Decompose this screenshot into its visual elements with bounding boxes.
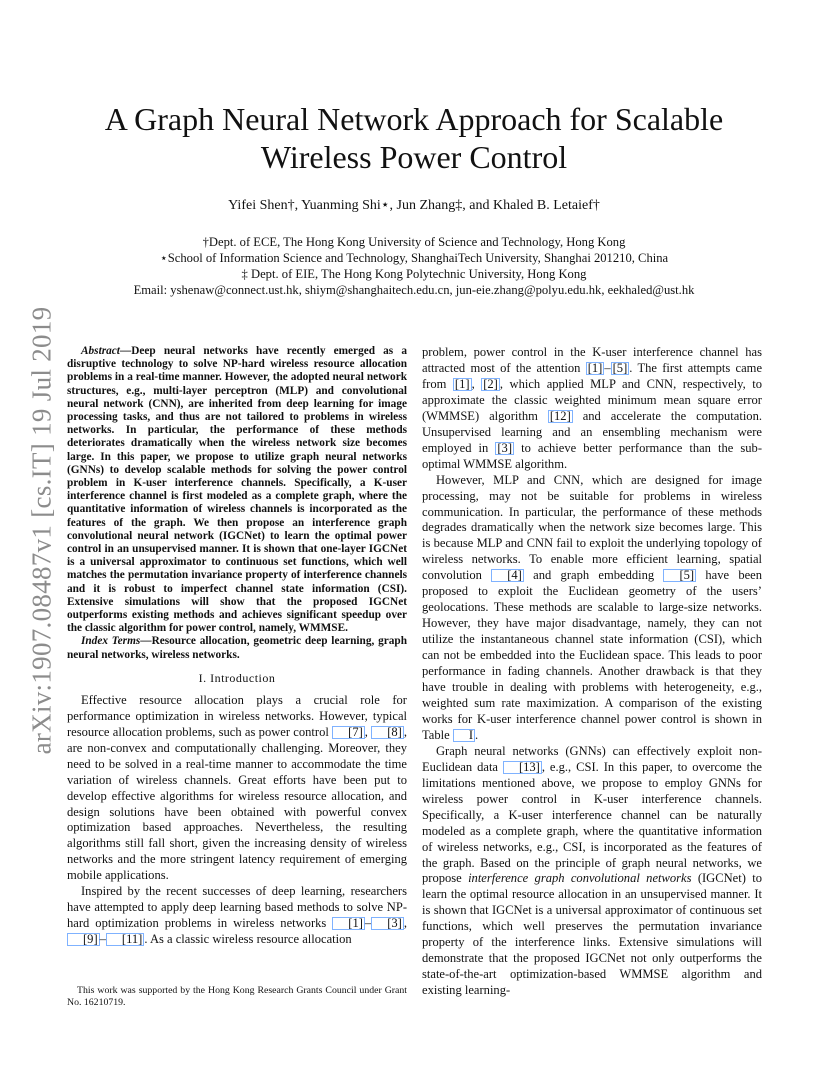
- arxiv-identifier-text: arXiv:1907.08487v1 [cs.IT] 19 Jul 2019: [26, 306, 57, 754]
- author-emails: Email: yshenaw@connect.ust.hk, shiym@shanghaitech.edu.cn, jun-eie.zhang@polyu.edu.hk, eekhaled@ust.hk: [133, 283, 695, 297]
- text-run: .: [475, 727, 479, 742]
- text-run: . As a classic wireless resource allocation: [144, 932, 352, 947]
- right-column: [422, 345, 762, 999]
- funding-footnote: This work was supported by the Hong Kong Research Grants Council under Grant No. 16210719.: [67, 985, 407, 1008]
- index-terms-lead: Index Terms: [81, 635, 141, 648]
- affiliation-hkust: †Dept. of ECE, The Hong Kong University of Science and Technology, Hong Kong: [202, 235, 626, 249]
- citation-link[interactable]: [4]: [491, 569, 524, 582]
- text-run: to achieve better performance than the sub-optimal WMMSE algorithm.: [422, 440, 763, 471]
- left-column: [67, 345, 407, 948]
- intro-paragraph-1: [67, 693, 407, 884]
- index-terms-text: —Resource allocation, geometric deep learning, graph neural networks, wireless networks.: [67, 635, 407, 661]
- paper-title-line-1: A Graph Neural Network Approach for Scalable: [104, 101, 724, 137]
- citation-link[interactable]: [3]: [497, 440, 513, 455]
- abstract: [67, 345, 407, 635]
- text-run: problem, power control in the K-user interference channel has attracted most of the attention: [422, 345, 762, 375]
- citation-link[interactable]: [11]: [106, 933, 144, 946]
- citation-link[interactable]: [2]: [483, 376, 498, 391]
- author-list: Yifei Shen†, Yuanming Shi⋆, Jun Zhang‡, and Khaled B. Letaief†: [228, 198, 600, 213]
- text-run: –: [364, 916, 372, 931]
- paper-title-line-2: Wireless Power Control: [260, 139, 568, 175]
- affiliation-polyu: ‡ Dept. of EIE, The Hong Kong Polytechnic University, Hong Kong: [241, 267, 587, 281]
- text-run: have been proposed to exploit the Euclidean geometry of the users’ geolocations. These methods are scalable to large-size networks. However, they have major disadvantage, namely, they can not utilize the instantaneous channel state information (CSI), which can not be embedded into the Euclidean space. This leads to poor performance in fading channels. Another drawback is that they have trouble in dealing with problems with heterogeneity, e.g., weighted sum rate maximization. A comparison of the existing works for K-user interference channel power control is shown in Table: [422, 568, 763, 742]
- citation-link[interactable]: [1]: [454, 376, 470, 391]
- right-paragraph-1: [422, 345, 762, 473]
- citation-link[interactable]: [5]: [663, 569, 696, 582]
- text-run: –: [604, 360, 611, 375]
- intro-paragraph-2: [67, 884, 407, 948]
- affiliations: [60, 234, 768, 298]
- text-run: , are non-convex and computationally challenging. Moreover, they need to be solved in a real-time manner to accommodate the time variation of wireless channels. Great efforts have been put to develop effective algorithms for wireless resource allocation, and design solutions have been obtained with powerful convex optimization based approaches. Nevertheless, the resulting algorithms still fall short, given the increasing density of wireless networks and the more stringent latency requirement of emerging mobile applications.: [67, 724, 407, 883]
- citation-link[interactable]: [8]: [371, 726, 404, 739]
- citation-link[interactable]: [7]: [332, 726, 365, 739]
- abstract-lead: Abstract: [81, 345, 120, 357]
- citation-link[interactable]: [12]: [549, 408, 571, 423]
- index-terms: [67, 635, 407, 661]
- affiliation-shanghaitech: ⋆School of Information Science and Technology, ShanghaiTech University, Shanghai 201210, China: [159, 251, 669, 265]
- citation-link[interactable]: [9]: [67, 933, 100, 946]
- text-run: ,: [403, 916, 407, 931]
- table-reference-link[interactable]: I: [453, 729, 475, 742]
- text-run: Inspired by the recent successes of deep learning, researchers have attempted to apply deep learning based methods to solve NP-hard optimization problems in wireless networks: [67, 884, 407, 931]
- emphasized-term: interference graph convolutional networks: [468, 871, 692, 886]
- text-run: –: [99, 932, 106, 947]
- citation-link[interactable]: [1]: [332, 917, 365, 930]
- text-run: ,: [471, 376, 482, 391]
- text-run: , which applied MLP and CNN, respectively, to approximate the classic weighted minimum mean square error (WMMSE) algorithm: [422, 376, 762, 423]
- right-paragraph-2: [422, 473, 762, 744]
- text-run: . The first attempts came from: [422, 360, 763, 391]
- citation-link[interactable]: [13]: [503, 761, 542, 774]
- footnote: [67, 985, 407, 1009]
- text-run: However, MLP and CNN, which are designed for image processing, may not be suitable for problems in wireless communication. In particular, the performance of these methods degrades dramatically when the network size becomes large. This is because MLP and CNN fail to exploit the underlying topology of wireless networks. To enable more efficient learning, spatial convolution: [422, 472, 762, 583]
- text-run: Graph neural networks (GNNs) can effectively exploit non-Euclidean data: [422, 743, 762, 774]
- arxiv-identifier-stamp: [20, 305, 64, 755]
- paper-title: [60, 100, 768, 176]
- citation-link[interactable]: [3]: [371, 917, 404, 930]
- section-heading-introduction: I. Introduction: [198, 670, 276, 685]
- right-paragraph-3: [422, 744, 762, 999]
- text-run: and graph embedding: [523, 568, 664, 583]
- text-run: , e.g., CSI. In this paper, to overcome the limitations mentioned above, we propose to employ GNNs for wireless power control in K-user interference channels. Specifically, a K-user interference channel can be naturally modeled as a complete graph, where the quantitative information of wireless networks, e.g., CSI, is incorporated as the features of the graph. Based on the principle of graph neural networks, we propose: [422, 759, 762, 886]
- text-run: Effective resource allocation plays a crucial role for performance optimization in wireless networks. However, typical resource allocation problems, such as power control: [67, 692, 407, 739]
- text-run: ,: [364, 724, 372, 739]
- citation-link[interactable]: [5]: [612, 360, 628, 375]
- text-run: (IGCNet) to learn the optimal resource allocation in an unsupervised manner. It is shown that IGCNet is a universal approximator of continuous set functions, which well preserves the permutation invariance property of the interference links. Extensive simulations will demonstrate that the proposed IGCNet not only outperforms the state-of-the-art optimization-based WMMSE algorithm and existing learning-: [422, 871, 762, 998]
- abstract-text: —Deep neural networks have recently emerged as a disruptive technology to solve NP-hard wireless resource allocation problems in a real-time manner. However, the adopted neural network structures, e.g., multi-layer perceptron (MLP) and convolutional neural network (CNN), are inherited from deep learning for image processing tasks, and thus are not tailored to problems in wireless networks. In particular, the performance of these methods deteriorates dramatically when the wireless network size becomes large. In this paper, we propose to utilize graph neural networks (GNNs) to develop scalable methods for solving the power control problem in K-user interference channels. Specifically, a K-user interference channel is first modeled as a complete graph, where the quantitative information of wireless channels is incorporated as the features of the graph. We then propose an interference graph convolutional neural network (IGCNet) to learn the optimal power control in an unsupervised manner. It is shown that one-layer IGCNet is a universal approximator to continuous set functions, which well matches the permutation invariance property of interference channels and it is robust to imperfect channel state information (CSI). Extensive simulations will show that the proposed IGCNet outperforms existing methods and achieves significant speedup over the classic algorithm for power control, namely, WMMSE.: [67, 345, 407, 635]
- citation-link[interactable]: [1]: [587, 360, 603, 375]
- text-run: and accelerate the computation. Unsupervised learning and an ensembling mechanism were employed in: [422, 408, 762, 455]
